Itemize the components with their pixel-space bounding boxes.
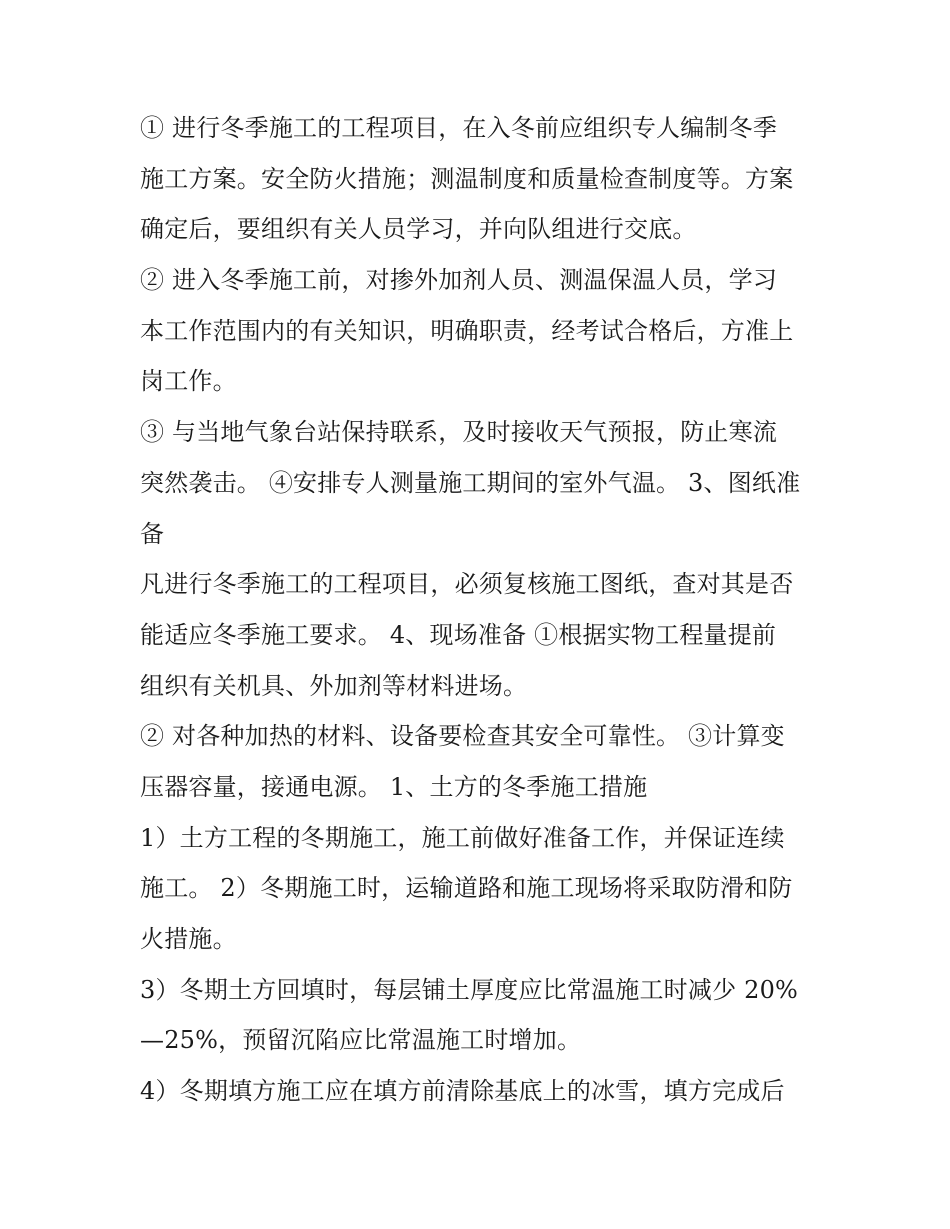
text-line: 确定后，要组织有关人员学习，并向队组进行交底。	[140, 215, 697, 244]
text-line: ① 进行冬季施工的工程项目，在入冬前应组织专人编制冬季	[140, 114, 778, 142]
text-line: 岗工作。	[140, 367, 237, 396]
text-line: 组织有关机具、外加剂等材料进场。	[140, 671, 528, 700]
text-line: 压器容量，接通电源。 1、土方的冬季施工措施	[140, 772, 648, 801]
text-line: 施工方案。安全防火措施；测温制度和质量检查制度等。方案	[140, 164, 794, 193]
document-body	[140, 103, 820, 1117]
text-line: 1）土方工程的冬期施工，施工前做好准备工作，并保证连续	[140, 823, 785, 852]
text-line: 火措施。	[140, 925, 237, 953]
text-line: 施工。 2）冬期施工时，运输道路和施工现场将采取防滑和防	[140, 874, 793, 903]
text-line: 4）冬期填方施工应在填方前清除基底上的冰雪，填方完成后	[140, 1077, 785, 1106]
text-line: ② 对各种加热的材料、设备要检查其安全可靠性。 ③计算变	[140, 722, 785, 751]
text-line: 突然袭击。 ④安排专人测量施工期间的室外气温。 3、图纸准	[140, 468, 801, 497]
text-line: ③ 与当地气象台站保持联系，及时接收天气预报，防止寒流	[140, 418, 778, 447]
text-line: 凡进行冬季施工的工程项目，必须复核施工图纸，查对其是否	[140, 570, 794, 599]
text-line: 本工作范围内的有关知识，明确职责，经考试合格后，方准上	[140, 316, 794, 345]
text-line: —25%，预留沉陷应比常温施工时增加。	[140, 1026, 582, 1055]
text-line: 3）冬期土方回填时，每层铺土厚度应比常温施工时减少 20%	[140, 975, 799, 1004]
text-line: 能适应冬季施工要求。 4、现场准备 ①根据实物工程量提前	[140, 620, 777, 649]
text-line: ② 进入冬季施工前，对掺外加剂人员、测温保温人员，学习	[140, 266, 778, 295]
text-line: 备	[140, 519, 165, 548]
